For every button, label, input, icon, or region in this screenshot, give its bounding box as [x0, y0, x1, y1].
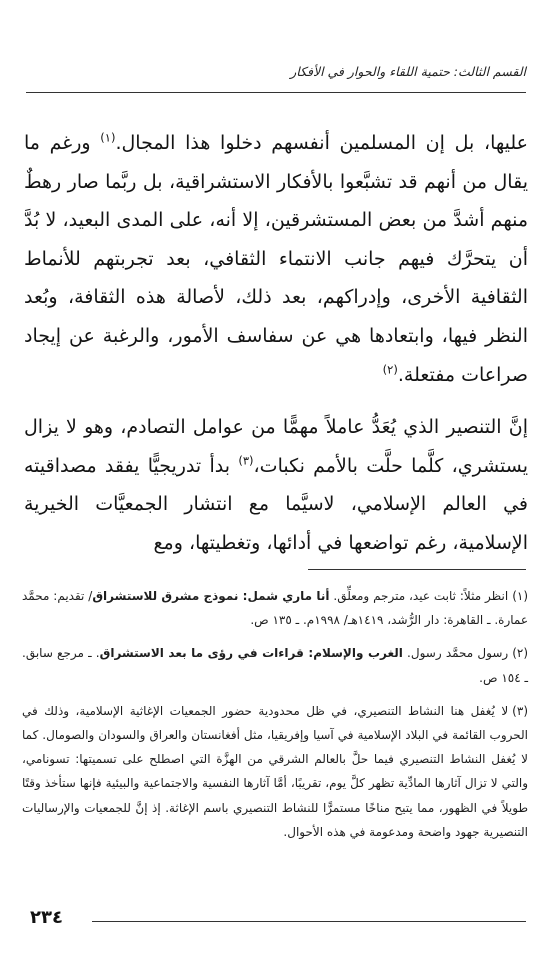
footnote-3 — [22, 699, 528, 844]
footnote-ref-2: (٢) — [382, 362, 398, 377]
paragraph-1 — [24, 124, 528, 394]
footnote-1 — [22, 584, 528, 632]
paragraph-1-text-b: ورغم ما يقال من أنهم قد تشبَّعوا بالأفكار الاستشراقية، بل ربَّما صار رهطٌ منهم أشدَّ من بعض المستشرقين، إلا أنه، على المدى البعيد، لا بُدَّ أن يتحرَّك فيهم جانب الانتماء الثقافي، بعد تجربتهم للأنماط الثقافية الأخرى، وإدراكهم، بعد ذلك، لأصالة هذه الثقافة، وبُعد النظر فيها، وابتعادها هي عن سفاسف الأمور، والرغبة عن إيجاد صراعات مفتعلة. — [24, 132, 528, 386]
header-rule — [26, 92, 526, 93]
footnote-title: أنا ماري شمل: نموذج مشرق للاستشراق — [92, 589, 330, 603]
footnote-text: لا يُغفل هنا النشاط التنصيري، في ظل محدودية حضور الجمعيات الإغاثية الإسلامية، وذلك في الحروب القائمة في البلاد الإسلامية في آسيا وإفريقيا، مثل أفغانستان والعراق والسودان والصومال. كما لا يُغفل النشاط التنصيري فيما حلَّ بالعالم الشرقي من الهزَّة التي اصطلح على تسميتها: تسونامي، والتي لا تزال آثارها المادِّية تظهر كلَّ يوم، تقريبًا، أمَّا آثارها النفسية والاجتماعية والبيئية فإنها ستأخذ وقتًا طويلاً في الظهور، مما يتيح مناخًا مستمرًّا للنشاط التنصيري باسم الإغاثة. إذ إنَّ للجمعيات والإرساليات التنصيرية جهود واضحة ومدعومة في هذه الأحوال. — [22, 703, 528, 839]
footer-rule — [92, 921, 526, 922]
footnote-text: انظر مثلاً: ثابت عيد، مترجم ومعلِّق. — [329, 589, 509, 603]
footnote-ref-3: (٣) — [238, 453, 254, 468]
main-text — [24, 124, 528, 563]
paragraph-2-text-b: بدأ تدريجيًّا يفقد مصداقيته في العالم الإسلامي، لاسيَّما مع انتشار الجمعيَّات الخيرية الإسلامية، رغم تواضعها في أدائها، وتغطيتها، ومع — [24, 454, 528, 554]
footnote-ref-1: (١) — [100, 130, 116, 145]
running-header: القسم الثالث: حتمية اللقاء والحوار في الأفكار — [290, 64, 526, 79]
paragraph-2-text-a: إنَّ التنصير الذي يُعَدُّ عاملاً مهمًّا من عوامل التصادم، وهو لا يزال يستشري، كلَّما حلَّت بالأمم نكبات، — [24, 416, 528, 477]
footnote-number: (٢) — [512, 646, 529, 661]
paragraph-1-text-a: عليها، بل إن المسلمين أنفسهم دخلوا هذا المجال. — [115, 132, 528, 154]
footnote-text: رسول محمَّد رسول. — [402, 646, 509, 661]
footnote-text: / تقديم: محمَّد عمارة. ـ القاهرة: دار الرُّشد، ١٤١٩هـ/ ١٩٩٨م. ـ ١٣٥ ص. — [22, 589, 528, 628]
footnote-number: (٣) — [512, 703, 528, 718]
page-number: ٢٣٤ — [30, 907, 63, 928]
footnote-text: . ـ مرجع سابق. ـ ١٥٤ ص. — [22, 646, 528, 685]
footnote-2 — [22, 641, 528, 689]
footnotes — [22, 584, 528, 853]
footnote-title: الغرب والإسلام: قراءات في رؤى ما بعد الاستشراق — [99, 646, 403, 661]
footnote-number: (١) — [512, 589, 529, 603]
footnote-separator — [308, 569, 526, 570]
paragraph-2 — [24, 408, 528, 562]
